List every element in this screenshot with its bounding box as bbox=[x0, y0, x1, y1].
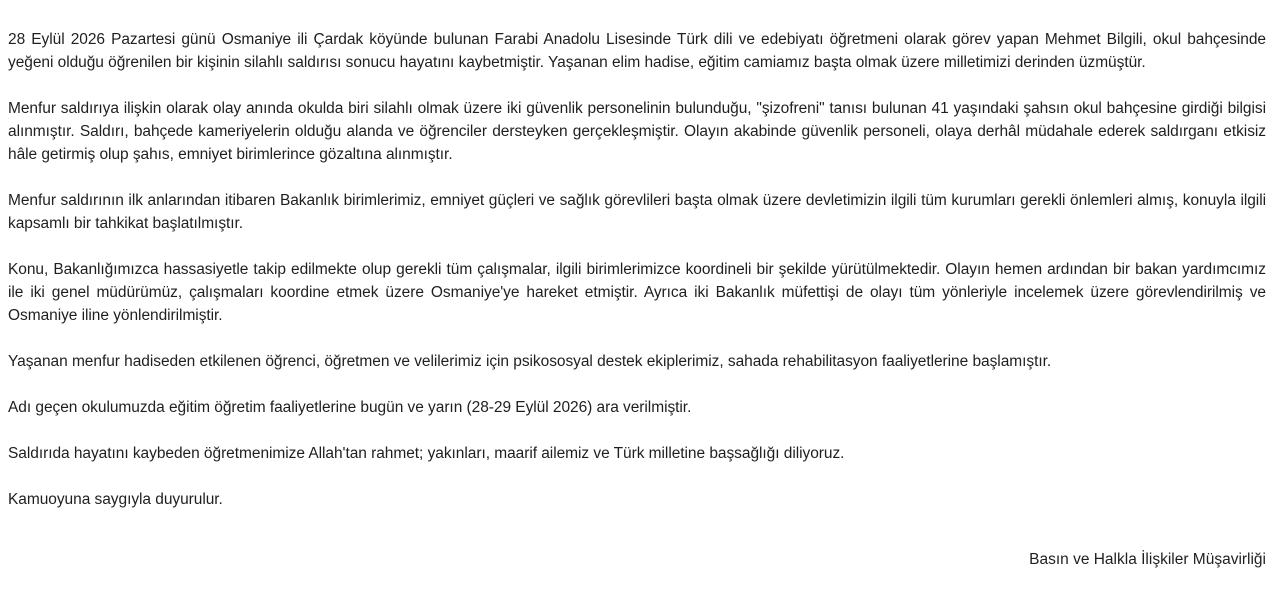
announcement-paragraph: Yaşanan menfur hadiseden etkilenen öğrenci, öğretmen ve velilerimiz için psikososyal destek ekiplerimiz, sahada rehabilitasyon faaliyetlerine başlamıştır. bbox=[8, 353, 1052, 370]
announcement-paragraph: Konu, Bakanlığımızca hassasiyetle takip edilmekte olup gerekli tüm çalışmalar, ilgili birimlerimizce koordineli bir şekilde yürütülmektedir. Olayın hemen ardından bir bakan yardımcımız ile iki genel müdürümüz, çalışmaları koordine etmek üzere Osmaniye'ye hareket etmiştir. Ayrıca iki Bakanlık müfettişi de olayı tüm yönleriyle incelemek üzere görevlendirilmiş ve Osmaniye iline yönlendirilmiştir. bbox=[8, 261, 1266, 324]
announcement-paragraph: Adı geçen okulumuzda eğitim öğretim faaliyetlerine bugün ve yarın (28-29 Eylül 2026) ara verilmiştir. bbox=[8, 399, 692, 416]
announcement-paragraph: Menfur saldırıya ilişkin olarak olay anında okulda biri silahlı olmak üzere iki güvenlik personelinin bulunduğu, "şizofreni" tanısı bulunan 41 yaşındaki şahsın okul bahçesine girdiği bilgisi alınmıştır. Saldırı, bahçede kameriyelerin olduğu alanda ve öğrenciler dersteyken gerçekleşmiştir. Olayın akabinde güvenlik personeli, olaya derhâl müdahale ederek saldırganı etkisiz hâle getirmiş olup şahıs, emniyet birimlerince gözaltına alınmıştır. bbox=[8, 100, 1266, 163]
announcement-paragraph: Kamuoyuna saygıyla duyurulur. bbox=[8, 491, 223, 508]
announcement-paragraph: Saldırıda hayatını kaybeden öğretmenimize Allah'tan rahmet; yakınları, maarif ailemiz ve Türk milletine başsağlığı diliyoruz. bbox=[8, 445, 845, 462]
announcement-paragraph: 28 Eylül 2026 Pazartesi günü Osmaniye ili Çardak köyünde bulunan Farabi Anadolu Lisesinde Türk dili ve edebiyatı öğretmeni olarak görev yapan Mehmet Bilgili, okul bahçesinde yeğeni olduğu öğrenilen bir kişinin silahlı saldırısı sonucu hayatını kaybetmiştir. Yaşanan elim hadise, eğitim camiamız başta olmak üzere milletimizi derinden üzmüştür. bbox=[8, 31, 1266, 71]
signature: Basın ve Halkla İlişkiler Müşavirliği bbox=[1029, 551, 1266, 568]
announcement-paragraph: Menfur saldırının ilk anlarından itibaren Bakanlık birimlerimiz, emniyet güçleri ve sağlık görevlileri başta olmak üzere devletimizin ilgili tüm kurumları gerekli önlemleri almış, konuyla ilgili kapsamlı bir tahkikat başlatılmıştır. bbox=[8, 192, 1266, 232]
